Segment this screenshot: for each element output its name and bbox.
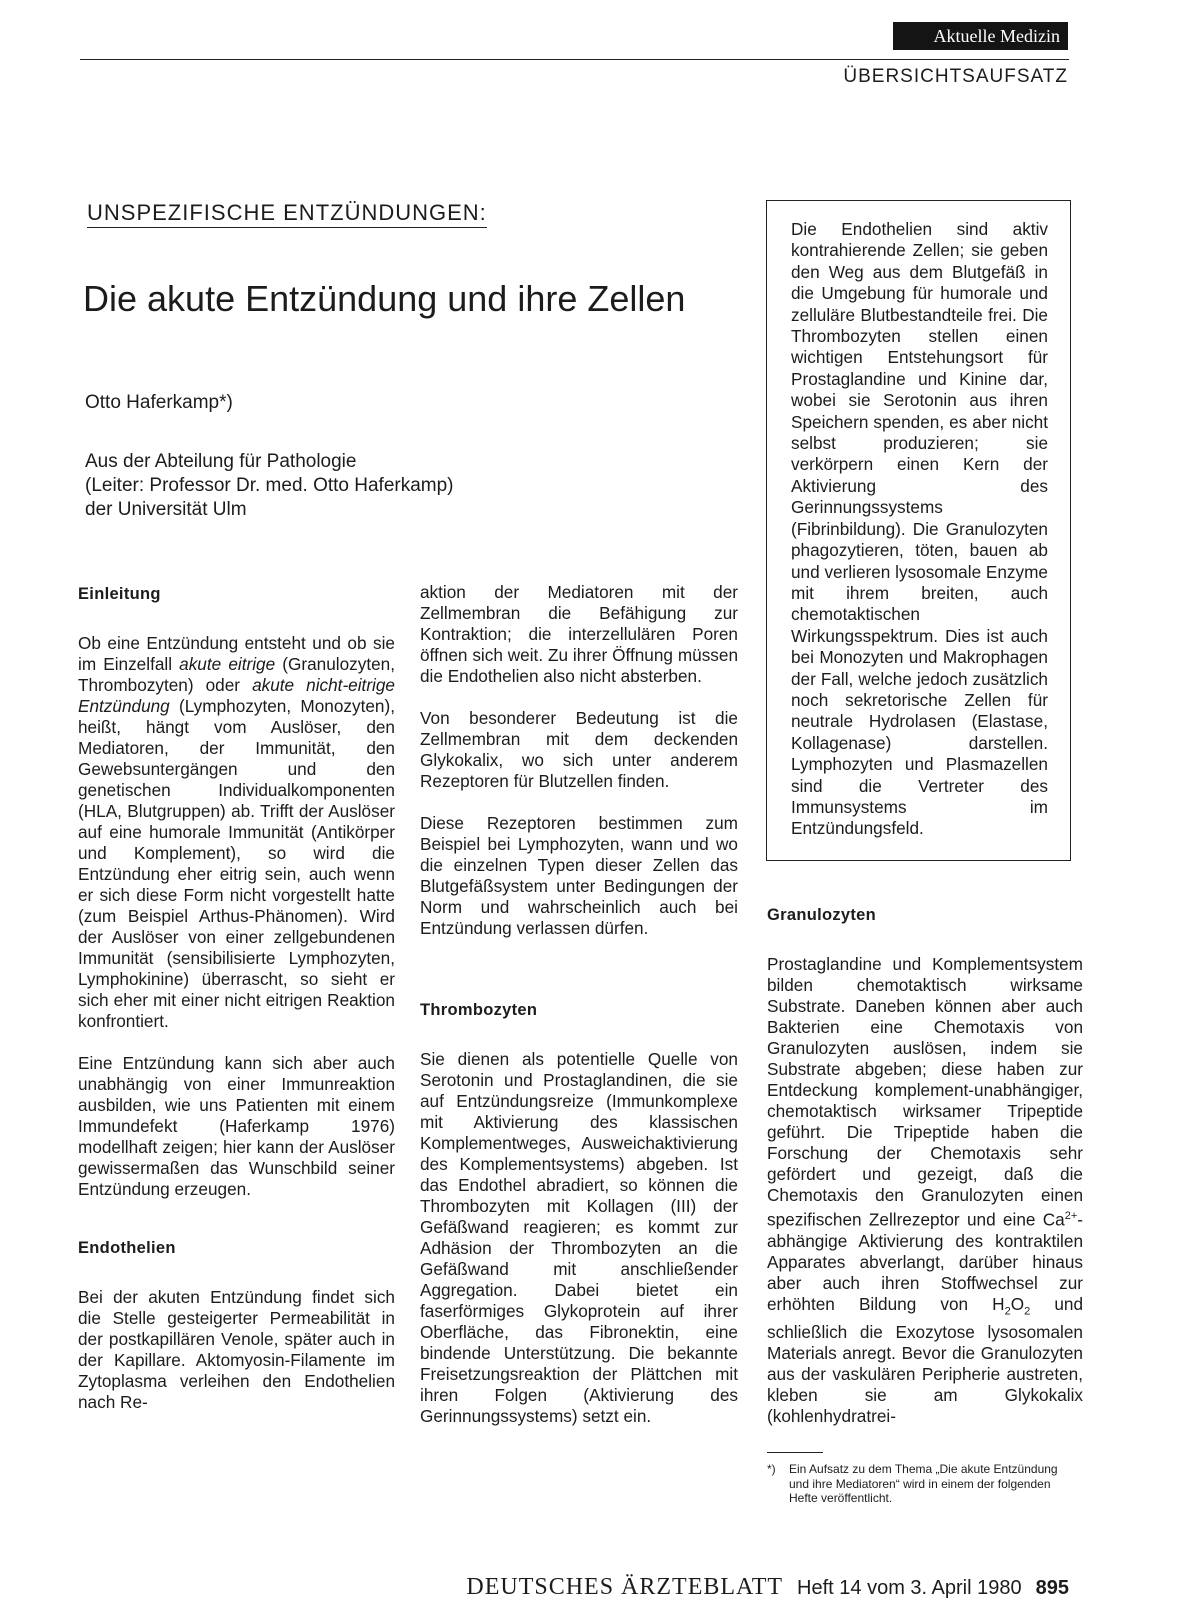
header-rule [80,59,1069,60]
footnote [767,1462,1069,1506]
article-kicker: UNSPEZIFISCHE ENTZÜNDUNGEN: [87,200,487,228]
paragraph: Von besonderer Bedeutung ist die Zellmembran mit dem deckenden Glykokalix, wo sich unter anderem Rezeptoren für Blutzellen finden. [420,708,738,791]
page-number: 895 [1035,1577,1069,1599]
column-2 [420,582,738,1448]
heading-endothelien: Endothelien [78,1239,176,1257]
footnote-rule [767,1452,823,1453]
affiliation-line: der Universität Ulm [85,499,247,520]
paragraph: Prostaglandine und Komplementsystem bilden chemotaktisch wirksame Substrate. Daneben können aber auch Bakterien eine Chemotaxis von Granulozyten auslösen, indem sie Substrate abgeben; diese haben zur Entdeckung komplement-unabhängiger, chemotaktisch wirksamer Tripeptide geführt. Die Tripeptide haben die Forschung der Chemotaxis sehr gefördert und gezeigt, daß die Chemotaxis den Granulozyten einen spezifischen Zellrezeptor und eine $Ca^{2+}$-abhängige Aktivierung des kontraktilen Apparates abverlangt, darüber hinaus aber auch ihren Stoffwechsel zur erhöhten Bildung von $H_2O_2$ und schließlich die Exozytose lysosomalen Materials anregt. Bevor die Granulozyten aus der vaskulären Peripherie austreten, kleben sie am Glykokalix (kohlenhydratrei- [767,954,1084,1427]
section-label: ÜBERSICHTSAUFSATZ [843,66,1068,87]
article-title: Die akute Entzündung und ihre Zellen [83,278,686,319]
column-1 [78,584,395,1434]
footnote-text: Ein Aufsatz zu dem Thema „Die akute Entzündung und ihre Mediatoren“ wird in einem der folgenden Hefte veröffentlicht. [789,1462,1058,1505]
footnote-mark: *) [767,1462,776,1476]
paragraph: Bei der akuten Entzündung findet sich die Stelle gesteigerter Permeabilität in der postkapillären Venole, später auch in der Kapillare. Aktomyosin-Filamente im Zytoplasma verleihen den Endothelien nach Re- [78,1287,395,1412]
page-footer [0,1574,1069,1601]
paragraph: aktion der Mediatoren mit der Zellmembran die Befähigung zur Kontraktion; die interzellulären Poren öffnen sich weit. Zu ihrer Öffnung müssen die Endothelien also nicht absterben. [420,582,738,686]
author-affiliation [85,450,454,522]
summary-box: Die Endothelien sind aktiv kontrahierende Zellen; sie geben den Weg aus dem Blutgefäß in die Umgebung für humorale und zelluläre Blutbestandteile frei. Die Thrombozyten stellen einen wichtigen Entstehungsort für Prostaglandine und Kinine dar, wobei sie Serotonin aus ihren Speichern spenden, es aber nicht selbst produzieren; sie verkörpern einen Kern der Aktivierung des Gerinnungssystems (Fibrinbildung). Die Granulozyten phagozytieren, töten, bauen ab und verlieren lysosomale Enzyme mit ihrem breiten, auch chemotaktischen Wirkungsspektrum. Dies ist auch bei Monozyten und Makrophagen der Fall, welche jedoch zusätzlich noch sekretorische Zellen für neutrale Hydrolasen (Elastase, Kollagenase) darstellen. Lymphozyten und Plasmazellen sind die Vertreter des Immunsystems im Entzündungsfeld. [766,200,1071,861]
heading-thrombozyten: Thrombozyten [420,1001,538,1019]
paragraph: Eine Entzündung kann sich aber auch unabhängig von einer Immunreaktion ausbilden, wie uns Patienten mit einem Immundefekt (Haferkamp 1976) modellhaft zeigen; hier kann der Auslöser gewissermaßen das Wunschbild seiner Entzündung erzeugen. [78,1053,395,1199]
issue-info: Heft 14 vom 3. April 1980 [797,1577,1022,1599]
article-author: Otto Haferkamp*) [85,392,233,413]
paragraph: Diese Rezeptoren bestimmen zum Beispiel bei Lymphozyten, wann und wo die einzelnen Typen dieser Zellen das Blutgefäßsystem unter Bedingungen der Norm und wahrscheinlich auch bei Entzündung verlassen dürfen. [420,813,738,938]
heading-einleitung: Einleitung [78,585,161,603]
paragraph: Ob eine Entzündung entsteht und ob sie im Einzelfall akute eitrige (Granulozyten, Thrombozyten) oder akute nicht-eitrige Entzündung (Lymphozyten, Monozyten), heißt, hängt vom Auslöser, den Mediatoren, der Immunität, den Gewebsuntergängen und den genetischen Individualkomponenten (HLA, Blutgruppen) ab. Trifft der Auslöser auf eine humorale Immunität (Antikörper und Komplement), so wird die Entzündung eher eitrig sein, auch wenn er sich diese Form nicht vorgestellt hatte (zum Beispiel Arthus-Phänomen). Wird der Auslöser von einer zellgebundenen Immunität (sensibilisierte Lymphozyten, Lymphokinine) überrascht, so sieht er sich eher mit einer nicht eitrigen Reaktion konfrontiert. [78,633,395,1031]
journal-name: DEUTSCHES ÄRZTEBLATT [466,1574,784,1600]
paragraph: Sie dienen als potentielle Quelle von Serotonin und Prostaglandinen, die sie auf Entzündungsreize (Immunkomplexe mit Aktivierung des klassischen Komplementweges, Ausweichaktivierung des Komplementsystems) abgeben. Ist das Endothel abradiert, so können die Thrombozyten mit Kollagen (III) der Gefäßwand reagieren; es kommt zur Adhäsion der Thrombozyten an die Gefäßwand mit anschließender Aggregation. Dabei bietet ein faserförmiges Glykoprotein auf ihrer Oberfläche, das Fibronektin, eine bindende Unterstützung. Die bekannte Freisetzungsreaktion der Plättchen mit ihren Folgen (Aktivierung des Gerinnungssystems) setzt ein. [420,1049,738,1426]
rubric-label: Aktuelle Medizin [893,22,1068,50]
affiliation-line: (Leiter: Professor Dr. med. Otto Haferkamp) [85,475,454,496]
affiliation-line: Aus der Abteilung für Pathologie [85,451,357,472]
column-3 [767,905,1083,1448]
heading-granulozyten: Granulozyten [767,906,877,924]
